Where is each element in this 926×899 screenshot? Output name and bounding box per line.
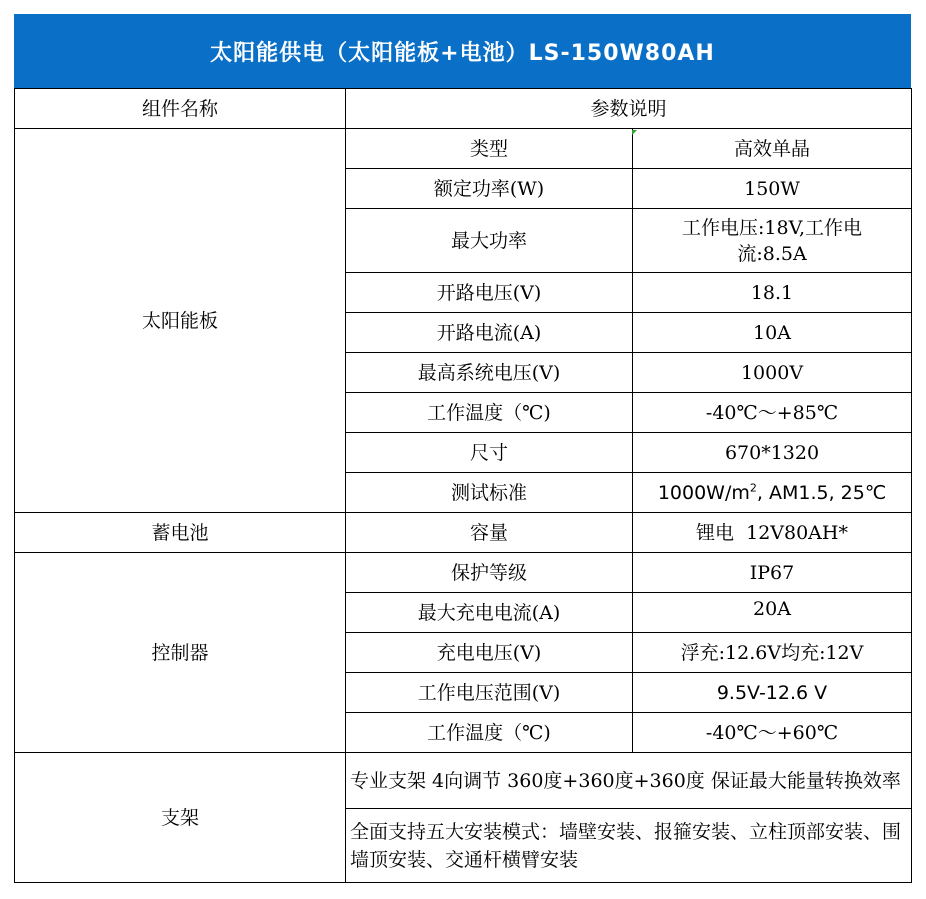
param-name: 容量 (346, 513, 633, 553)
spec-table (14, 88, 912, 883)
param-value: 20A (633, 593, 912, 633)
section-label-controller: 控制器 (15, 553, 346, 753)
sheet-title: 太阳能供电（太阳能板+电池）LS-150W80AH (14, 14, 911, 88)
table-row (15, 553, 912, 593)
param-name: 最大充电电流(A) (346, 593, 633, 633)
param-name: 最大功率 (346, 209, 633, 273)
bracket-description-adjustment: 专业支架 4向调节 360度+360度+360度 保证最大能量转换效率 (346, 753, 912, 809)
test-standard-irradiance: 1000W/m (657, 481, 750, 504)
param-name: 开路电流(A) (346, 313, 633, 353)
param-name: 尺寸 (346, 433, 633, 473)
header-component-name: 组件名称 (15, 89, 346, 129)
param-name: 充电电压(V) (346, 633, 633, 673)
param-name: 保护等级 (346, 553, 633, 593)
param-value: 150W (633, 169, 912, 209)
table-row (15, 129, 912, 169)
bracket-description-install-modes: 全面支持五大安装模式：墙壁安装、报箍安装、立柱顶部安装、围墙顶安装、交通杆横臂安装 (346, 809, 912, 883)
param-name: 类型 (346, 129, 633, 169)
param-value: 高效单晶 (633, 129, 912, 169)
param-name: 最高系统电压(V) (346, 353, 633, 393)
param-value: 1000V (633, 353, 912, 393)
cell-comment-marker (632, 130, 637, 135)
section-label-bracket: 支架 (15, 753, 346, 883)
param-name: 工作温度（℃) (346, 393, 633, 433)
param-value: 10A (633, 313, 912, 353)
test-standard-superscript: 2 (749, 481, 757, 495)
test-standard-conditions: , AM1.5, 25℃ (756, 481, 887, 504)
spec-sheet (14, 14, 911, 883)
param-value: 670*1320 (633, 433, 912, 473)
param-value-test-standard (633, 473, 912, 513)
param-name: 工作温度（℃) (346, 713, 633, 753)
header-param-desc: 参数说明 (346, 89, 912, 129)
param-value: -40℃～+85℃ (633, 393, 912, 433)
param-name: 开路电压(V) (346, 273, 633, 313)
table-row (15, 513, 912, 553)
param-value: 9.5V-12.6 V (633, 673, 912, 713)
param-value: 锂电 12V80AH* (633, 513, 912, 553)
param-name: 工作电压范围(V) (346, 673, 633, 713)
table-row (15, 753, 912, 809)
param-value: 浮充:12.6V均充:12V (633, 633, 912, 673)
param-name: 测试标准 (346, 473, 633, 513)
table-header-row (15, 89, 912, 129)
section-label-battery: 蓄电池 (15, 513, 346, 553)
param-name: 额定功率(W) (346, 169, 633, 209)
param-value: 18.1 (633, 273, 912, 313)
param-value: IP67 (633, 553, 912, 593)
param-value: 工作电压:18V,工作电流:8.5A (633, 209, 912, 273)
section-label-solar-panel: 太阳能板 (15, 129, 346, 513)
param-value: -40℃～+60℃ (633, 713, 912, 753)
